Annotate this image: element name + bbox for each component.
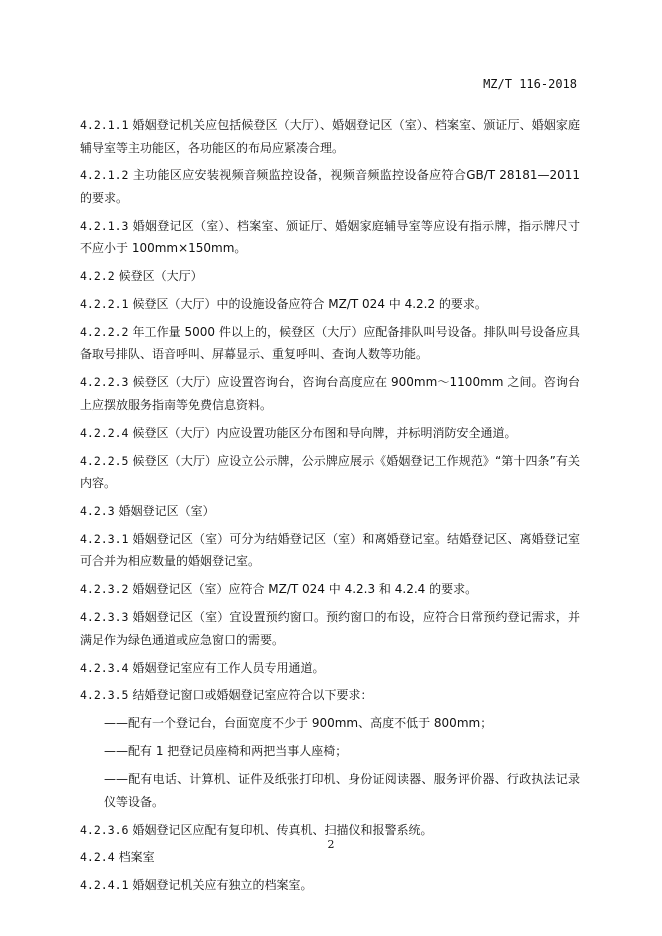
clause-text: 候登区（大厅）内应设置功能区分布图和导向牌，并标明消防安全通道。 [132, 425, 517, 440]
clause-number: 4.2.3.4 [80, 660, 129, 675]
clause-text: 婚姻登记区应配有复印机、传真机、扫描仪和报警系统。 [132, 822, 433, 837]
clause-number: 4.2.2.3 [80, 375, 129, 390]
section-title: 档案室 [118, 850, 155, 865]
section-number: 4.2.3 [80, 504, 115, 519]
clause-4-2-2-5 [80, 450, 580, 495]
clause-text: 结婚登记窗口或婚姻登记室应符合以下要求： [132, 688, 373, 703]
clause-number: 4.2.2.1 [80, 297, 129, 312]
section-title: 候登区（大厅） [118, 269, 203, 284]
section-heading-4-2-3 [80, 500, 580, 523]
page-number: 2 [327, 838, 335, 851]
clause-text: 年工作量 5000 件以上的，候登区（大厅）应配备排队叫号设备。排队叫号设备应具备取号排队、语音呼叫、屏幕显示、重复呼叫、查询人数等功能。 [80, 324, 580, 362]
standard-code: MZ/T 116-2018 [483, 77, 577, 91]
section-heading-4-2-2 [80, 265, 580, 288]
clause-4-2-2-1 [80, 293, 580, 316]
dash-item: ——配有 1 把登记员座椅和两把当事人座椅； [104, 744, 348, 759]
clause-text: 婚姻登记区（室）可分为结婚登记区（室）和离婚登记室。结婚登记区、离婚登记室可合并为相应数量的婚姻登记室。 [80, 531, 580, 569]
clause-text: 婚姻登记室应有工作人员专用通道。 [132, 660, 325, 675]
clause-number: 4.2.2.2 [80, 324, 129, 339]
clause-4-2-1-2 [80, 164, 580, 209]
clause-text: 候登区（大厅）应设置咨询台，咨询台高度应在 900mm～1100mm 之间。咨询台上应摆放服务指南等免费信息资料。 [80, 375, 580, 412]
clause-4-2-2-4 [80, 422, 580, 445]
clause-number: 4.2.1.2 [80, 168, 129, 183]
dash-item: ——配有一个登记台，台面宽度不少于 900mm、高度不低于 800mm； [104, 716, 493, 731]
clause-text: 候登区（大厅）应设立公示牌，公示牌应展示《婚姻登记工作规范》“第十四条”有关内容。 [80, 453, 580, 491]
clause-number: 4.2.3.3 [80, 610, 129, 625]
clause-4-2-2-3 [80, 371, 580, 416]
section-number: 4.2.4 [80, 850, 115, 865]
clause-number: 4.2.3.6 [80, 822, 129, 837]
clause-number: 4.2.3.2 [80, 582, 129, 597]
clause-number: 4.2.2.4 [80, 425, 129, 440]
dash-item: ——配有电话、计算机、证件及纸张打印机、身份证阅读器、服务评价器、行政执法记录仪等设备。 [104, 772, 580, 809]
clause-text: 婚姻登记区（室）应符合 MZ/T 024 中 4.2.3 和 4.2.4 的要求。 [132, 582, 478, 597]
clause-4-2-4-1 [80, 874, 580, 897]
clause-4-2-3-2 [80, 578, 580, 601]
clause-text: 婚姻登记区（室）宜设置预约窗口。预约窗口的布设，应符合日常预约登记需求，并满足作为绿色通道或应急窗口的需要。 [80, 610, 580, 647]
clause-4-2-1-3 [80, 215, 580, 260]
clause-number: 4.2.1.3 [80, 218, 129, 233]
clause-4-2-3-4 [80, 657, 580, 680]
clause-number: 4.2.2.5 [80, 453, 129, 468]
clause-4-2-2-2 [80, 321, 580, 366]
section-number: 4.2.2 [80, 269, 115, 284]
clause-text: 候登区（大厅）中的设施设备应符合 MZ/T 024 中 4.2.2 的要求。 [132, 297, 487, 312]
clause-4-2-3-1 [80, 528, 580, 573]
clause-text: 婚姻登记区（室）、档案室、颁证厅、婚姻家庭辅导室等应设有指示牌，指示牌尺寸不应小于 100mm×150mm。 [80, 218, 580, 256]
clause-4-2-1-1 [80, 114, 580, 159]
clause-4-2-3-3 [80, 606, 580, 651]
clause-number: 4.2.3.5 [80, 688, 129, 703]
body-text [80, 114, 580, 902]
clause-number: 4.2.3.1 [80, 531, 129, 546]
clause-number: 4.2.1.1 [80, 118, 129, 132]
clause-text: 婚姻登记机关应有独立的档案室。 [132, 878, 313, 893]
clause-text: 婚姻登记机关应包括候登区（大厅）、婚姻登记区（室）、档案室、颁证厅、婚姻家庭辅导室等主功能区，各功能区的布局应紧凑合理。 [80, 118, 580, 155]
section-title: 婚姻登记区（室） [118, 504, 215, 519]
clause-number: 4.2.4.1 [80, 878, 129, 893]
clause-4-2-3-5 [80, 684, 580, 707]
clause-text: 主功能区应安装视频音频监控设备，视频音频监控设备应符合GB/T 28181—2011的要求。 [80, 168, 580, 205]
